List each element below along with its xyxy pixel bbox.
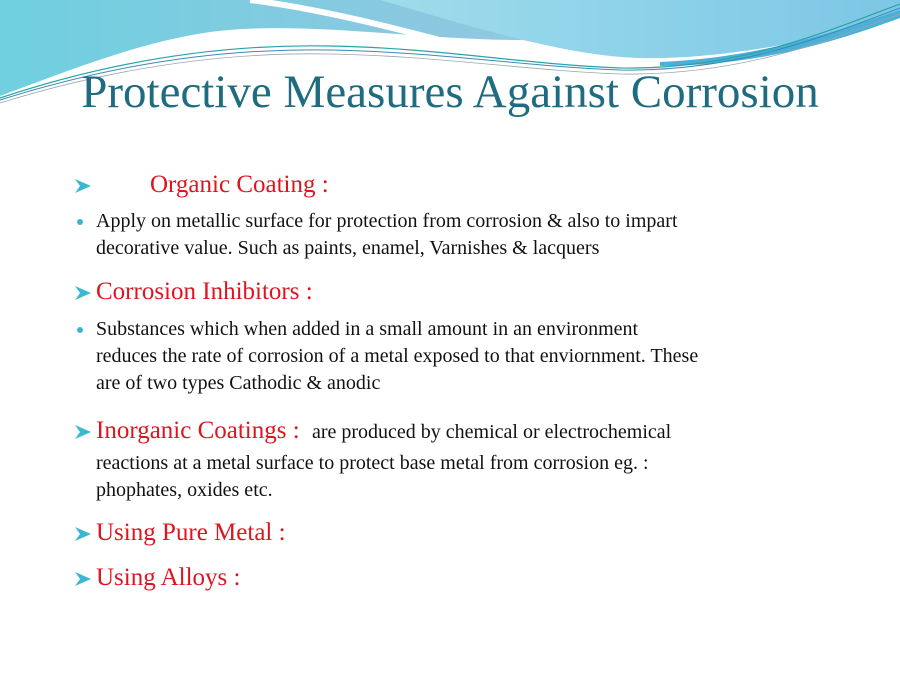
heading-organic-coating: Organic Coating : bbox=[150, 171, 329, 198]
text-line: are of two types Cathodic & anodic bbox=[96, 372, 381, 394]
text-line: Apply on metallic surface for protection from corrosion & also to impart bbox=[96, 210, 678, 232]
arrow-bullet-icon bbox=[74, 178, 92, 194]
corrosion-inhibitors-description bbox=[96, 316, 896, 397]
dot-bullet-icon bbox=[77, 219, 83, 225]
arrow-bullet-icon bbox=[74, 526, 92, 542]
heading-inorganic-coatings bbox=[96, 416, 671, 447]
text-line: reduces the rate of corrosion of a metal exposed to that enviornment. These bbox=[96, 345, 699, 367]
arrow-bullet-icon bbox=[74, 285, 92, 301]
slide-title: Protective Measures Against Corrosion bbox=[81, 66, 819, 118]
arrow-bullet-icon bbox=[74, 424, 92, 440]
heading-corrosion-inhibitors: Corrosion Inhibitors : bbox=[96, 278, 313, 305]
heading-using-pure-metal: Using Pure Metal : bbox=[96, 519, 286, 546]
heading-label: Inorganic Coatings : bbox=[96, 417, 300, 444]
text-line: phophates, oxides etc. bbox=[96, 479, 273, 501]
text-line: Substances which when added in a small amount in an environment bbox=[96, 318, 639, 340]
text-line: reactions at a metal surface to protect base metal from corrosion eg. : bbox=[96, 452, 649, 474]
organic-coating-description bbox=[96, 208, 856, 262]
text-line: decorative value. Such as paints, enamel, Varnishes & lacquers bbox=[96, 237, 600, 259]
inline-description: are produced by chemical or electrochemical bbox=[311, 421, 672, 443]
heading-using-alloys: Using Alloys : bbox=[96, 564, 241, 591]
arrow-bullet-icon bbox=[74, 571, 92, 587]
dot-bullet-icon bbox=[77, 327, 83, 333]
inorganic-coatings-description bbox=[96, 450, 896, 504]
